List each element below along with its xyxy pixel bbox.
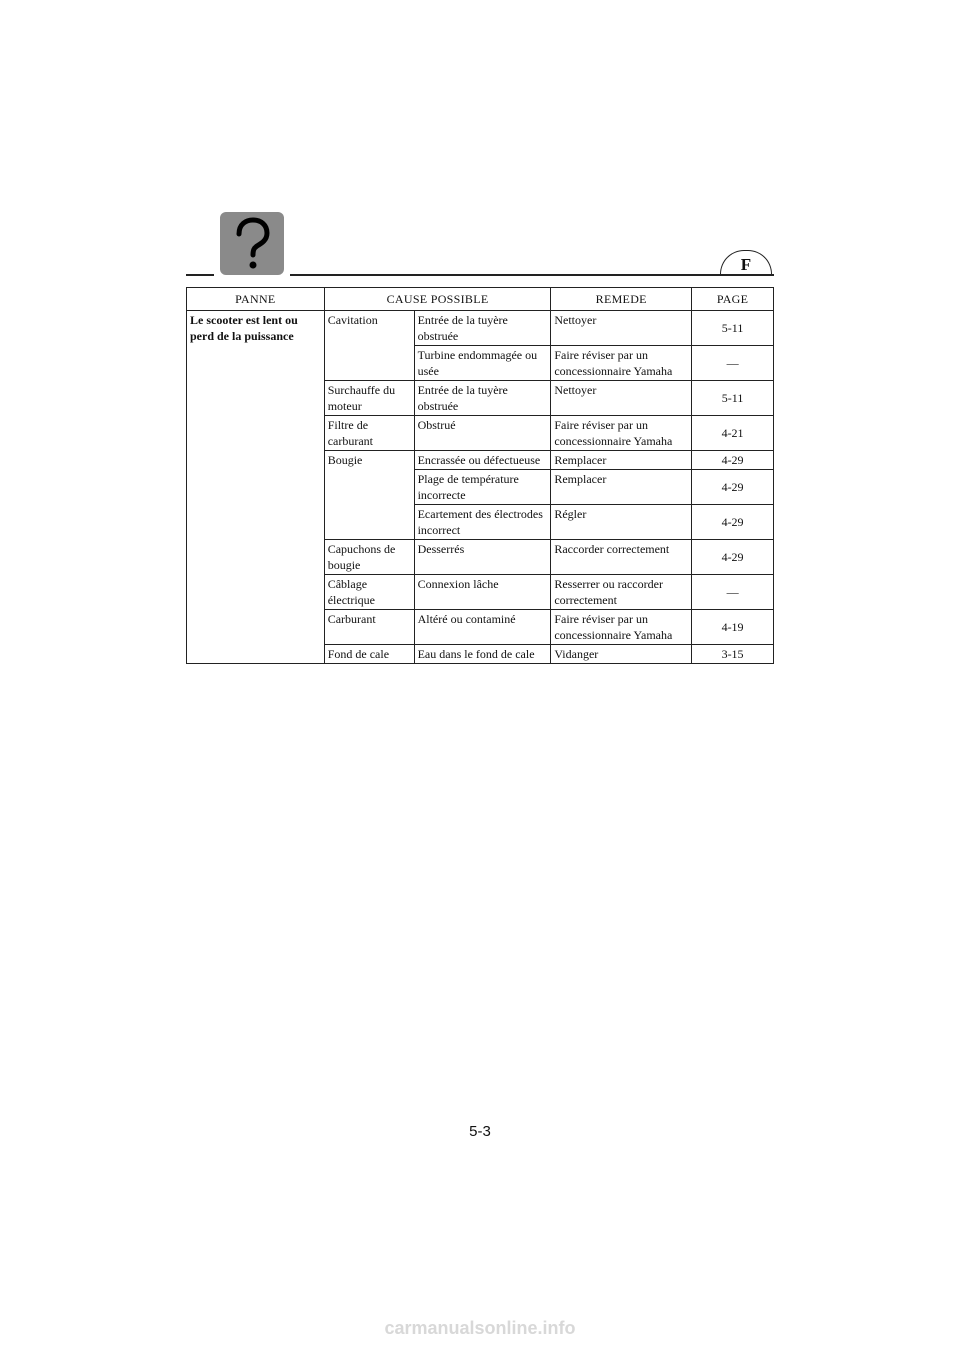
detail-cell: Desserrés (414, 540, 551, 575)
header-rule-right (290, 274, 774, 276)
cause-cell: Câblage électrique (324, 575, 414, 610)
remede-cell: Remplacer (551, 451, 692, 470)
detail-cell: Plage de température incorrecte (414, 470, 551, 505)
cause-cell: Filtre de carburant (324, 416, 414, 451)
remede-cell: Raccorder correctement (551, 540, 692, 575)
page-cell: — (692, 575, 774, 610)
remede-cell: Faire réviser par un concessionnaire Yamaha (551, 346, 692, 381)
remede-cell: Nettoyer (551, 311, 692, 346)
header-remede: REMEDE (551, 288, 692, 311)
remede-cell: Faire réviser par un concessionnaire Yamaha (551, 416, 692, 451)
header-cause: CAUSE POSSIBLE (324, 288, 551, 311)
troubleshooting-table (186, 287, 774, 664)
header-rule-left (186, 274, 214, 276)
remede-cell: Nettoyer (551, 381, 692, 416)
table-header-row (187, 288, 774, 311)
remede-cell: Faire réviser par un concessionnaire Yamaha (551, 610, 692, 645)
page-cell: 4-19 (692, 610, 774, 645)
detail-cell: Entrée de la tuyère obstruée (414, 381, 551, 416)
header-panne: PANNE (187, 288, 325, 311)
page-cell: 4-29 (692, 540, 774, 575)
cause-cell: Cavitation (324, 311, 414, 381)
detail-cell: Connexion lâche (414, 575, 551, 610)
page-cell: 4-29 (692, 505, 774, 540)
remede-cell: Régler (551, 505, 692, 540)
remede-cell: Resserrer ou raccorder correctement (551, 575, 692, 610)
detail-cell: Eau dans le fond de cale (414, 645, 551, 664)
table-row (187, 311, 774, 346)
cause-cell: Capuchons de bougie (324, 540, 414, 575)
detail-cell: Entrée de la tuyère obstruée (414, 311, 551, 346)
detail-cell: Altéré ou contaminé (414, 610, 551, 645)
page-number: 5-3 (469, 1123, 491, 1140)
detail-cell: Ecartement des électrodes incorrect (414, 505, 551, 540)
watermark: carmanualsonline.info (384, 1318, 576, 1338)
page-cell: 4-29 (692, 470, 774, 505)
language-badge: F (720, 250, 772, 274)
page-cell: 5-11 (692, 381, 774, 416)
cause-cell: Bougie (324, 451, 414, 540)
page-cell: 4-29 (692, 451, 774, 470)
page-cell: 5-11 (692, 311, 774, 346)
remede-cell: Remplacer (551, 470, 692, 505)
detail-cell: Obstrué (414, 416, 551, 451)
page-cell: — (692, 346, 774, 381)
detail-cell: Turbine endommagée ou usée (414, 346, 551, 381)
remede-cell: Vidanger (551, 645, 692, 664)
header-page: PAGE (692, 288, 774, 311)
page-cell: 4-21 (692, 416, 774, 451)
question-mark-icon (220, 212, 284, 275)
cause-cell: Carburant (324, 610, 414, 645)
panne-cell: Le scooter est lent ou perd de la puissance (187, 311, 325, 664)
page-cell: 3-15 (692, 645, 774, 664)
cause-cell: Surchauffe du moteur (324, 381, 414, 416)
cause-cell: Fond de cale (324, 645, 414, 664)
detail-cell: Encrassée ou défectueuse (414, 451, 551, 470)
